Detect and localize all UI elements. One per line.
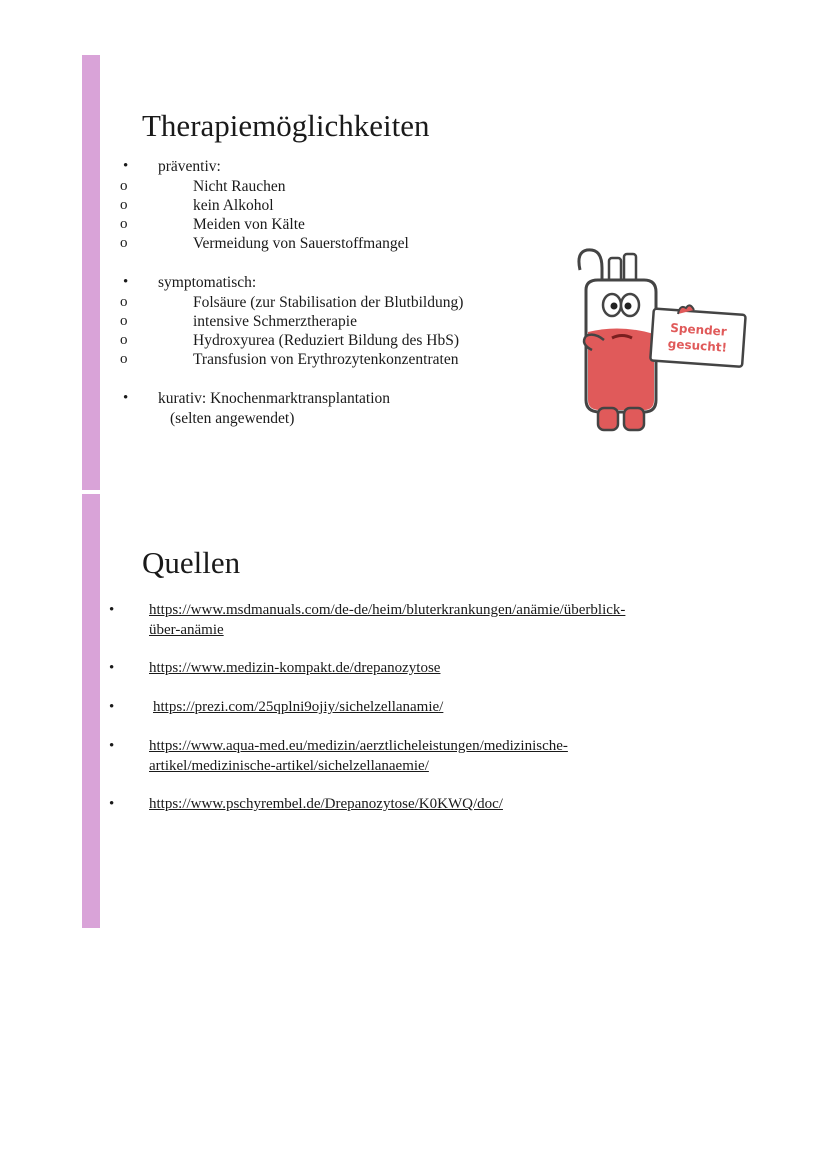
bullet: • [109, 660, 115, 676]
sub-bullet: o [120, 216, 128, 232]
curative-line: kurativ: Knochenmarktransplantation [158, 390, 391, 407]
bullet: • [109, 738, 115, 754]
sub-bullet: o [120, 351, 128, 367]
bullet: • [123, 158, 129, 174]
sub-bullet: o [120, 313, 128, 329]
sub-bullet: o [120, 178, 128, 194]
sub-bullet: o [120, 197, 128, 213]
source-link-aqua-med[interactable]: https://www.aqua-med.eu/medizin/aerztlicheleistungen/medizinische- [149, 738, 568, 754]
bullet: • [109, 699, 115, 715]
sub-bullet: o [120, 294, 128, 310]
sub-bullet: o [120, 332, 128, 348]
sources-title: Quellen [142, 545, 241, 580]
preventive-item: Meiden von Kälte [193, 216, 305, 233]
symptomatic-item: intensive Schmerztherapie [193, 313, 357, 330]
source-link-medizin-kompakt[interactable]: https://www.medizin-kompakt.de/drepanozytose [149, 660, 441, 676]
therapy-title: Therapiemöglichkeiten [142, 108, 430, 143]
preventive-label: präventiv: [158, 158, 221, 175]
symptomatic-item: Transfusion von Erythrozytenkonzentraten [193, 351, 459, 368]
preventive-item: Nicht Rauchen [193, 178, 286, 195]
bullet: • [123, 390, 129, 406]
source-link-pschyrembel[interactable]: https://www.pschyrembel.de/Drepanozytose/K0KWQ/doc/ [149, 796, 503, 812]
symptomatic-item: Hydroxyurea (Reduziert Bildung des HbS) [193, 332, 460, 349]
bullet: • [109, 602, 115, 618]
sub-bullet: o [120, 235, 128, 251]
mascot-sign-line1: Spender [669, 320, 728, 339]
accent-bar-bottom [82, 494, 100, 928]
preventive-item: Vermeidung von Sauerstoffmangel [193, 235, 409, 252]
blood-bag-mascot-illustration [572, 240, 752, 435]
bullet: • [123, 274, 129, 290]
source-link-msdmanuals-cont[interactable]: über-anämie [149, 622, 224, 638]
symptomatic-item: Folsäure (zur Stabilisation der Blutbildung) [193, 294, 464, 311]
curative-note: (selten angewendet) [170, 410, 295, 427]
source-link-prezi[interactable]: https://prezi.com/25qplni9ojiy/sichelzellanamie/ [153, 699, 444, 715]
symptomatic-label: symptomatisch: [158, 274, 257, 291]
source-link-aqua-med-cont[interactable]: artikel/medizinische-artikel/sichelzellanaemie/ [149, 758, 429, 774]
preventive-item: kein Alkohol [193, 197, 274, 214]
bullet: • [109, 796, 115, 812]
mascot-sign-line2: gesucht! [667, 336, 728, 355]
source-link-msdmanuals[interactable]: https://www.msdmanuals.com/de-de/heim/bluterkrankungen/anämie/überblick- [149, 602, 626, 618]
accent-bar-top [82, 55, 100, 490]
